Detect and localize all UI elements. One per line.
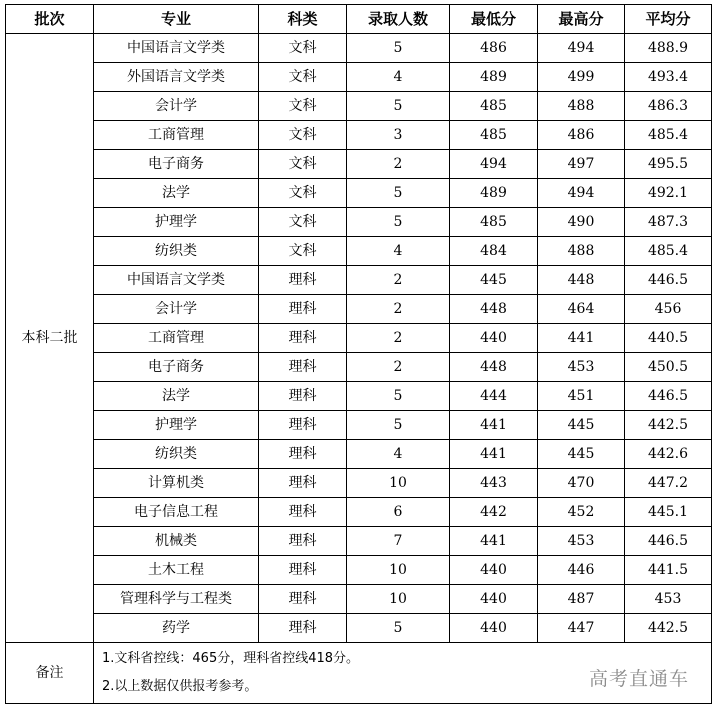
cell-admitted: 10 xyxy=(347,556,450,585)
cell-major: 管理科学与工程类 xyxy=(94,585,259,614)
table-row xyxy=(6,585,712,614)
cell-max-score: 452 xyxy=(538,498,625,527)
cell-major: 会计学 xyxy=(94,295,259,324)
cell-avg-score: 450.5 xyxy=(625,353,712,382)
cell-category: 文科 xyxy=(259,179,347,208)
cell-admitted: 5 xyxy=(347,614,450,643)
table-row xyxy=(6,208,712,237)
cell-min-score: 440 xyxy=(450,614,538,643)
note-line-1: 1.文科省控线：465分，理科省控线418分。 xyxy=(102,651,360,666)
header-major: 专业 xyxy=(94,5,259,34)
table-header-row xyxy=(6,5,712,34)
table-row xyxy=(6,34,712,63)
table-row xyxy=(6,295,712,324)
cell-min-score: 485 xyxy=(450,121,538,150)
cell-max-score: 445 xyxy=(538,440,625,469)
header-category: 科类 xyxy=(259,5,347,34)
cell-category: 理科 xyxy=(259,556,347,585)
cell-major: 法学 xyxy=(94,179,259,208)
cell-major: 机械类 xyxy=(94,527,259,556)
cell-max-score: 470 xyxy=(538,469,625,498)
cell-avg-score: 453 xyxy=(625,585,712,614)
cell-major: 护理学 xyxy=(94,208,259,237)
table-row xyxy=(6,556,712,585)
cell-category: 文科 xyxy=(259,150,347,179)
cell-avg-score: 440.5 xyxy=(625,324,712,353)
table-row xyxy=(6,498,712,527)
table-row xyxy=(6,324,712,353)
table-row xyxy=(6,353,712,382)
cell-admitted: 10 xyxy=(347,585,450,614)
cell-max-score: 487 xyxy=(538,585,625,614)
table-row xyxy=(6,614,712,643)
cell-avg-score: 447.2 xyxy=(625,469,712,498)
cell-admitted: 3 xyxy=(347,121,450,150)
cell-admitted: 2 xyxy=(347,353,450,382)
cell-category: 理科 xyxy=(259,411,347,440)
cell-admitted: 2 xyxy=(347,295,450,324)
cell-major: 中国语言文学类 xyxy=(94,34,259,63)
cell-batch: 本科二批 xyxy=(6,34,94,643)
cell-min-score: 445 xyxy=(450,266,538,295)
cell-admitted: 6 xyxy=(347,498,450,527)
cell-category: 理科 xyxy=(259,614,347,643)
cell-avg-score: 485.4 xyxy=(625,121,712,150)
cell-avg-score: 445.1 xyxy=(625,498,712,527)
cell-admitted: 5 xyxy=(347,208,450,237)
cell-admitted: 5 xyxy=(347,179,450,208)
cell-category: 文科 xyxy=(259,63,347,92)
table-row xyxy=(6,179,712,208)
cell-avg-score: 487.3 xyxy=(625,208,712,237)
cell-category: 理科 xyxy=(259,498,347,527)
cell-max-score: 490 xyxy=(538,208,625,237)
table-row xyxy=(6,266,712,295)
cell-avg-score: 441.5 xyxy=(625,556,712,585)
cell-min-score: 444 xyxy=(450,382,538,411)
cell-major: 药学 xyxy=(94,614,259,643)
cell-min-score: 440 xyxy=(450,324,538,353)
cell-max-score: 488 xyxy=(538,92,625,121)
cell-category: 文科 xyxy=(259,237,347,266)
cell-admitted: 4 xyxy=(347,63,450,92)
notes-cell xyxy=(94,643,712,704)
cell-admitted: 5 xyxy=(347,92,450,121)
cell-avg-score: 456 xyxy=(625,295,712,324)
cell-min-score: 484 xyxy=(450,237,538,266)
table-row xyxy=(6,237,712,266)
cell-major: 纺织类 xyxy=(94,440,259,469)
cell-admitted: 5 xyxy=(347,34,450,63)
cell-major: 中国语言文学类 xyxy=(94,266,259,295)
table-row xyxy=(6,469,712,498)
cell-max-score: 441 xyxy=(538,324,625,353)
cell-avg-score: 493.4 xyxy=(625,63,712,92)
cell-category: 理科 xyxy=(259,469,347,498)
cell-min-score: 485 xyxy=(450,208,538,237)
cell-category: 理科 xyxy=(259,527,347,556)
cell-max-score: 494 xyxy=(538,34,625,63)
cell-admitted: 5 xyxy=(347,382,450,411)
cell-max-score: 494 xyxy=(538,179,625,208)
table-row xyxy=(6,150,712,179)
cell-category: 理科 xyxy=(259,353,347,382)
cell-max-score: 451 xyxy=(538,382,625,411)
table-row xyxy=(6,382,712,411)
cell-avg-score: 495.5 xyxy=(625,150,712,179)
header-avg-score: 平均分 xyxy=(625,5,712,34)
cell-admitted: 4 xyxy=(347,440,450,469)
cell-max-score: 486 xyxy=(538,121,625,150)
cell-min-score: 486 xyxy=(450,34,538,63)
cell-min-score: 489 xyxy=(450,63,538,92)
cell-major: 计算机类 xyxy=(94,469,259,498)
cell-max-score: 488 xyxy=(538,237,625,266)
cell-major: 会计学 xyxy=(94,92,259,121)
cell-min-score: 441 xyxy=(450,527,538,556)
cell-major: 外国语言文学类 xyxy=(94,63,259,92)
cell-min-score: 448 xyxy=(450,295,538,324)
table-row xyxy=(6,440,712,469)
cell-admitted: 2 xyxy=(347,324,450,353)
cell-major: 工商管理 xyxy=(94,324,259,353)
cell-avg-score: 442.5 xyxy=(625,614,712,643)
cell-min-score: 489 xyxy=(450,179,538,208)
cell-avg-score: 446.5 xyxy=(625,266,712,295)
cell-min-score: 440 xyxy=(450,556,538,585)
cell-category: 文科 xyxy=(259,208,347,237)
cell-category: 理科 xyxy=(259,266,347,295)
cell-category: 文科 xyxy=(259,121,347,150)
header-admitted: 录取人数 xyxy=(347,5,450,34)
cell-max-score: 445 xyxy=(538,411,625,440)
cell-max-score: 453 xyxy=(538,353,625,382)
cell-min-score: 441 xyxy=(450,411,538,440)
cell-min-score: 440 xyxy=(450,585,538,614)
header-batch: 批次 xyxy=(6,5,94,34)
cell-min-score: 441 xyxy=(450,440,538,469)
cell-major: 土木工程 xyxy=(94,556,259,585)
table-row xyxy=(6,63,712,92)
table-row xyxy=(6,121,712,150)
cell-max-score: 464 xyxy=(538,295,625,324)
cell-avg-score: 485.4 xyxy=(625,237,712,266)
cell-major: 护理学 xyxy=(94,411,259,440)
cell-avg-score: 446.5 xyxy=(625,527,712,556)
admission-score-table xyxy=(5,4,712,704)
cell-admitted: 7 xyxy=(347,527,450,556)
cell-major: 工商管理 xyxy=(94,121,259,150)
cell-category: 理科 xyxy=(259,440,347,469)
cell-max-score: 448 xyxy=(538,266,625,295)
cell-min-score: 448 xyxy=(450,353,538,382)
cell-major: 电子信息工程 xyxy=(94,498,259,527)
cell-category: 文科 xyxy=(259,92,347,121)
cell-max-score: 453 xyxy=(538,527,625,556)
cell-avg-score: 442.6 xyxy=(625,440,712,469)
cell-category: 理科 xyxy=(259,295,347,324)
cell-admitted: 2 xyxy=(347,266,450,295)
cell-max-score: 446 xyxy=(538,556,625,585)
cell-avg-score: 492.1 xyxy=(625,179,712,208)
cell-admitted: 4 xyxy=(347,237,450,266)
cell-min-score: 442 xyxy=(450,498,538,527)
note-line-2: 2.以上数据仅供报考参考。 xyxy=(102,679,258,694)
cell-major: 电子商务 xyxy=(94,150,259,179)
cell-avg-score: 446.5 xyxy=(625,382,712,411)
cell-avg-score: 442.5 xyxy=(625,411,712,440)
watermark-logo: 高考直通车 xyxy=(588,668,689,690)
cell-max-score: 499 xyxy=(538,63,625,92)
table-row xyxy=(6,92,712,121)
cell-category: 文科 xyxy=(259,34,347,63)
header-max-score: 最高分 xyxy=(538,5,625,34)
cell-major: 纺织类 xyxy=(94,237,259,266)
notes-row xyxy=(6,643,712,704)
table-row xyxy=(6,411,712,440)
cell-max-score: 447 xyxy=(538,614,625,643)
cell-min-score: 494 xyxy=(450,150,538,179)
cell-category: 理科 xyxy=(259,324,347,353)
cell-min-score: 443 xyxy=(450,469,538,498)
cell-admitted: 10 xyxy=(347,469,450,498)
header-min-score: 最低分 xyxy=(450,5,538,34)
cell-admitted: 2 xyxy=(347,150,450,179)
notes-label: 备注 xyxy=(6,643,94,704)
cell-category: 理科 xyxy=(259,382,347,411)
cell-max-score: 497 xyxy=(538,150,625,179)
cell-avg-score: 486.3 xyxy=(625,92,712,121)
cell-min-score: 485 xyxy=(450,92,538,121)
table-row xyxy=(6,527,712,556)
cell-avg-score: 488.9 xyxy=(625,34,712,63)
cell-category: 理科 xyxy=(259,585,347,614)
cell-admitted: 5 xyxy=(347,411,450,440)
cell-major: 电子商务 xyxy=(94,353,259,382)
table-body xyxy=(6,34,712,643)
cell-major: 法学 xyxy=(94,382,259,411)
